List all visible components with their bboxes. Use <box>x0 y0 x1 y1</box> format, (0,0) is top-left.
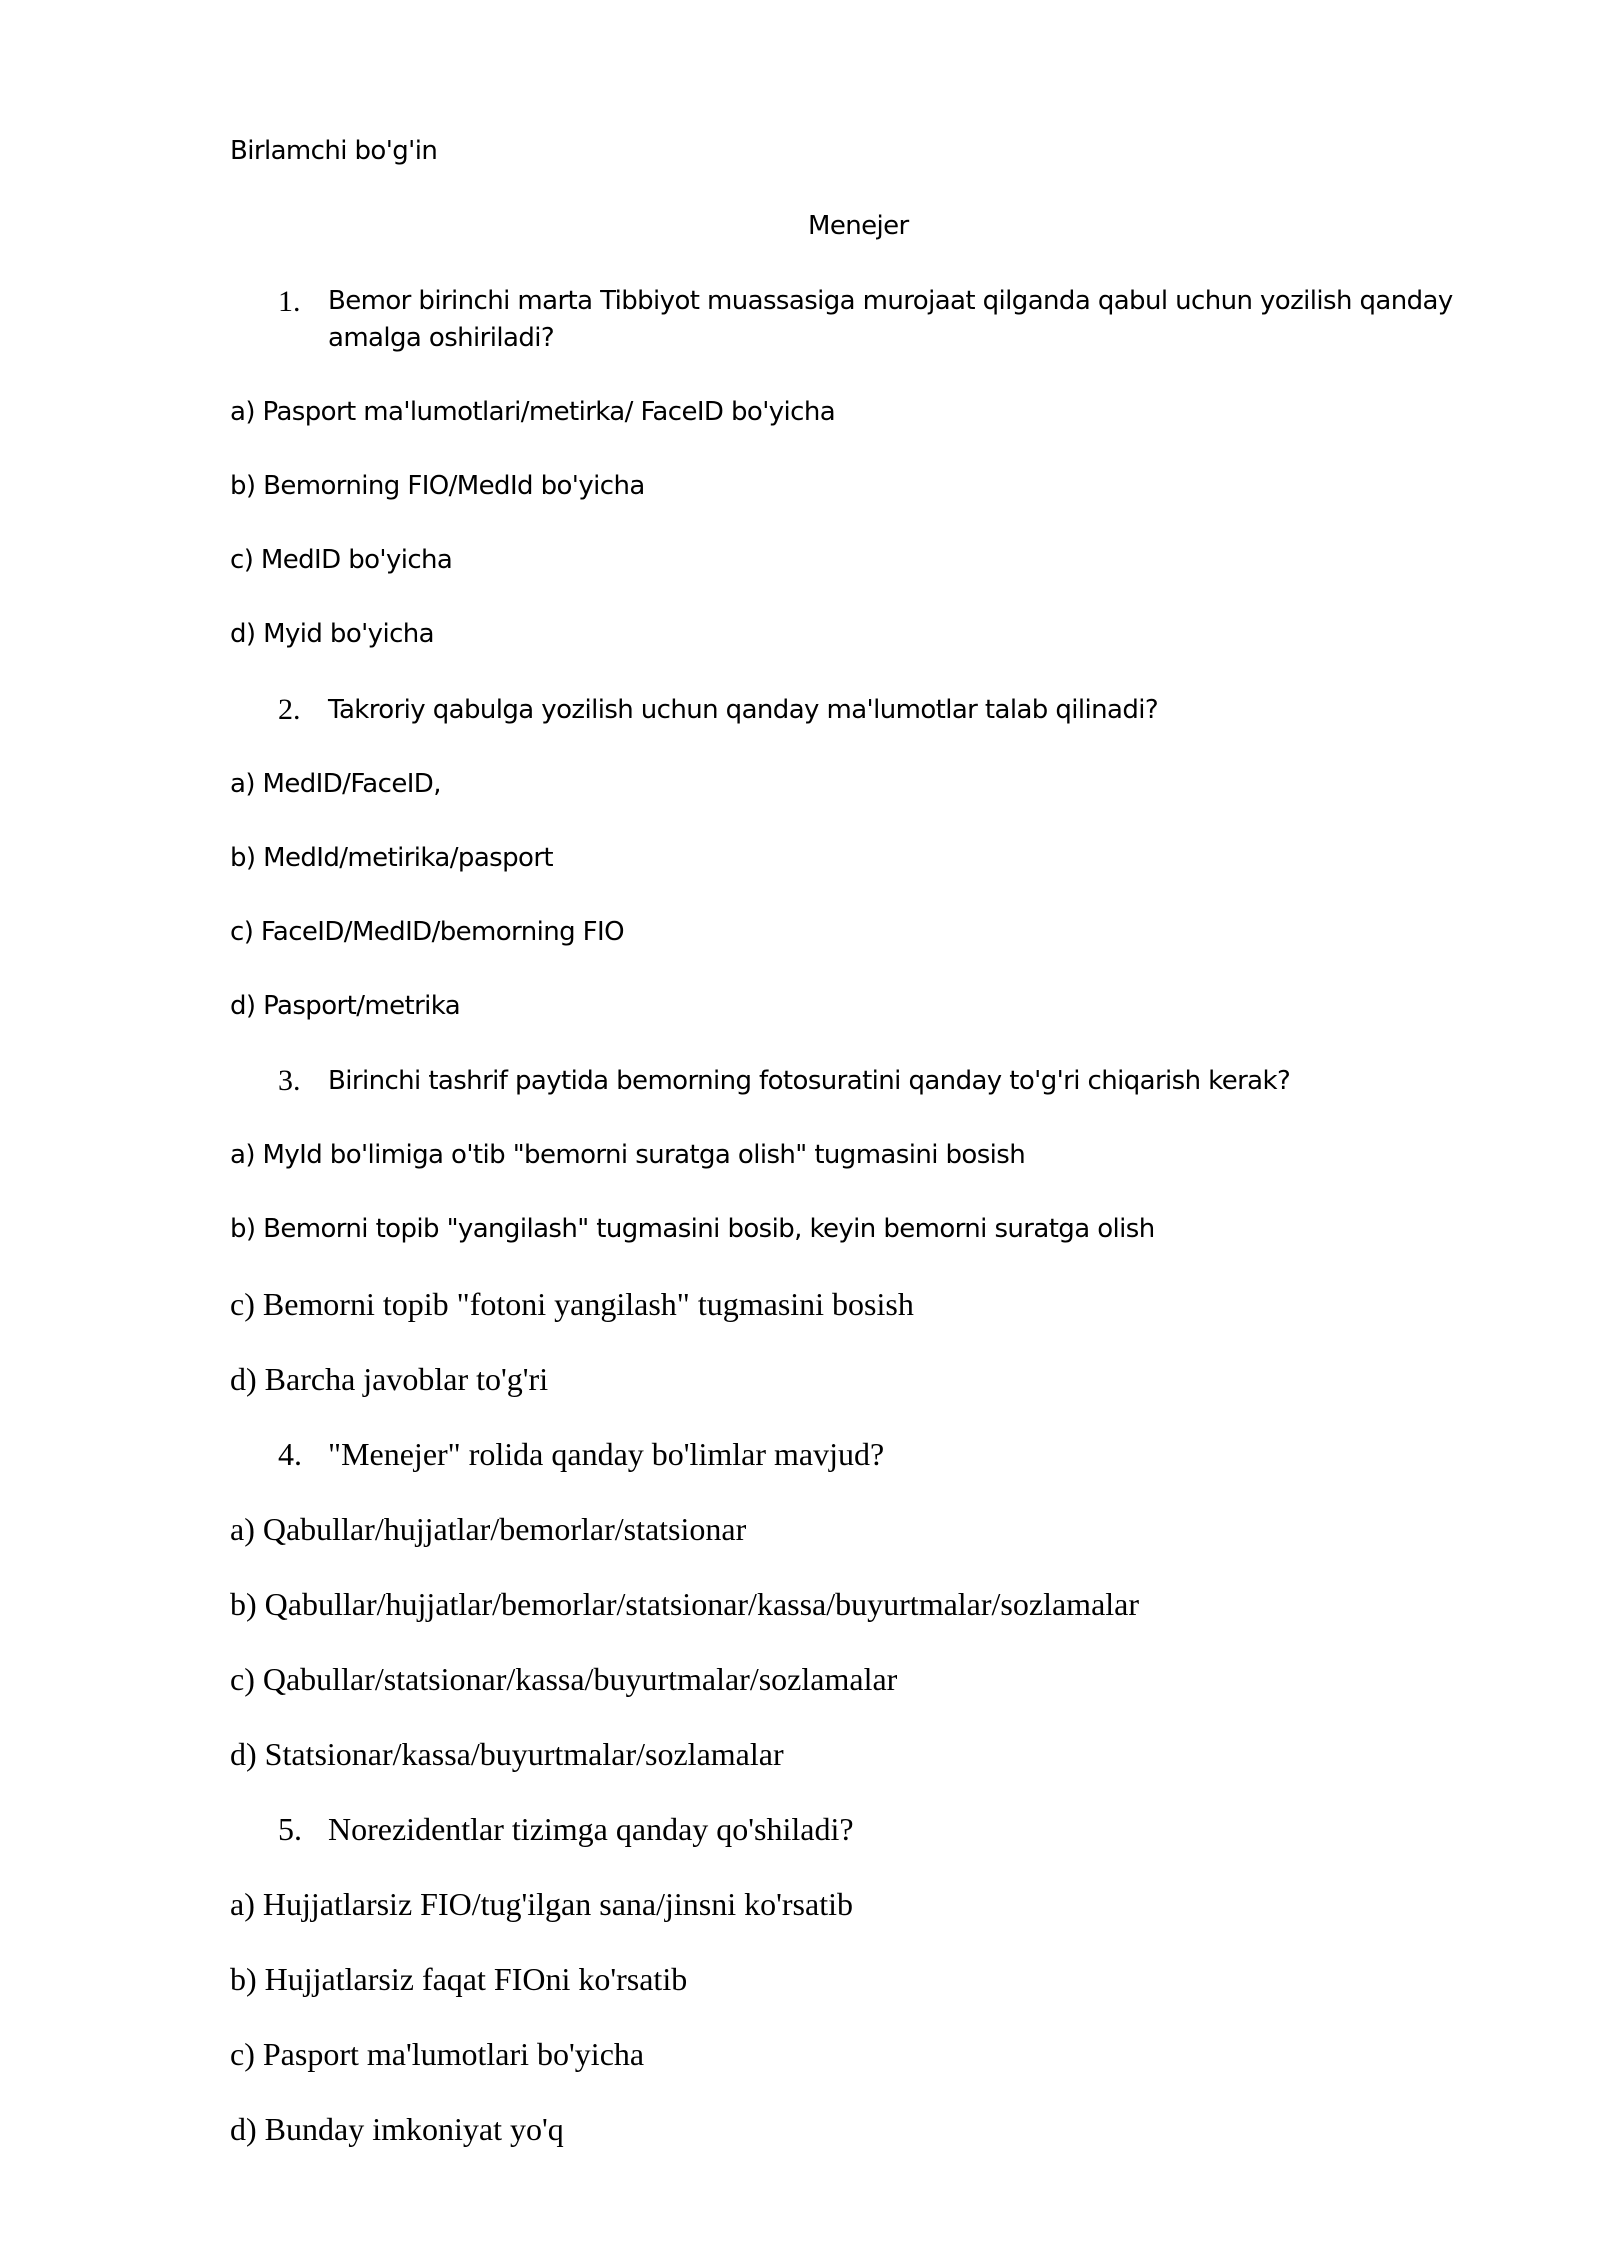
answer-option: a) Hujjatlarsiz FIO/tug'ilgan sana/jinsni ko'rsatib <box>230 1886 853 1922</box>
answer-option: a) MedID/FaceID, <box>230 769 441 799</box>
question-number: 3. <box>278 1064 301 1097</box>
answer-option: d) Pasport/metrika <box>230 991 461 1021</box>
role-title: Menejer <box>808 211 909 241</box>
question-text-continued: amalga oshiriladi? <box>328 323 555 353</box>
answer-option: d) Statsionar/kassa/buyurtmalar/sozlamalar <box>230 1736 784 1772</box>
answer-option: c) Bemorni topib "fotoni yangilash" tugmasini bosish <box>230 1286 914 1322</box>
answer-option: a) Pasport ma'lumotlari/metirka/ FaceID bo'yicha <box>230 397 836 427</box>
answer-option: d) Bunday imkoniyat yo'q <box>230 2111 564 2147</box>
answer-option: d) Myid bo'yicha <box>230 619 434 649</box>
answer-option: c) FaceID/MedID/bemorning FIO <box>230 917 624 947</box>
question-number: 1. <box>278 285 301 318</box>
answer-option: a) Qabullar/hujjatlar/bemorlar/statsionar <box>230 1511 747 1547</box>
answer-option: c) Qabullar/statsionar/kassa/buyurtmalar/sozlamalar <box>230 1661 898 1697</box>
answer-option: b) Hujjatlarsiz faqat FIOni ko'rsatib <box>230 1961 688 1997</box>
question-text: Birinchi tashrif paytida bemorning fotosuratini qanday to'g'ri chiqarish kerak? <box>328 1066 1291 1096</box>
answer-option: b) Qabullar/hujjatlar/bemorlar/statsionar/kassa/buyurtmalar/sozlamalar <box>230 1586 1140 1622</box>
question-text: Norezidentlar tizimga qanday qo'shiladi? <box>328 1811 854 1847</box>
answer-option: d) Barcha javoblar to'g'ri <box>230 1361 549 1397</box>
question-number: 5. <box>278 1811 302 1847</box>
answer-option: a) MyId bo'limiga o'tib "bemorni suratga olish" tugmasini bosish <box>230 1140 1026 1170</box>
answer-option: c) MedID bo'yicha <box>230 545 453 575</box>
answer-option: b) Bemorni topib "yangilash" tugmasini bosib, keyin bemorni suratga olish <box>230 1214 1155 1244</box>
question-text: "Menejer" rolida qanday bo'limlar mavjud? <box>328 1436 885 1472</box>
question-number: 2. <box>278 693 301 726</box>
document-header: Birlamchi bo'g'in <box>230 136 438 166</box>
question-number: 4. <box>278 1436 302 1472</box>
question-text: Takroriy qabulga yozilish uchun qanday ma'lumotlar talab qilinadi? <box>328 695 1159 725</box>
answer-option: b) Bemorning FIO/MedId bo'yicha <box>230 471 645 501</box>
question-text: Bemor birinchi marta Tibbiyot muassasiga murojaat qilganda qabul uchun yozilish qanday <box>328 286 1453 316</box>
answer-option: c) Pasport ma'lumotlari bo'yicha <box>230 2036 645 2072</box>
answer-option: b) MedId/metirika/pasport <box>230 843 554 873</box>
